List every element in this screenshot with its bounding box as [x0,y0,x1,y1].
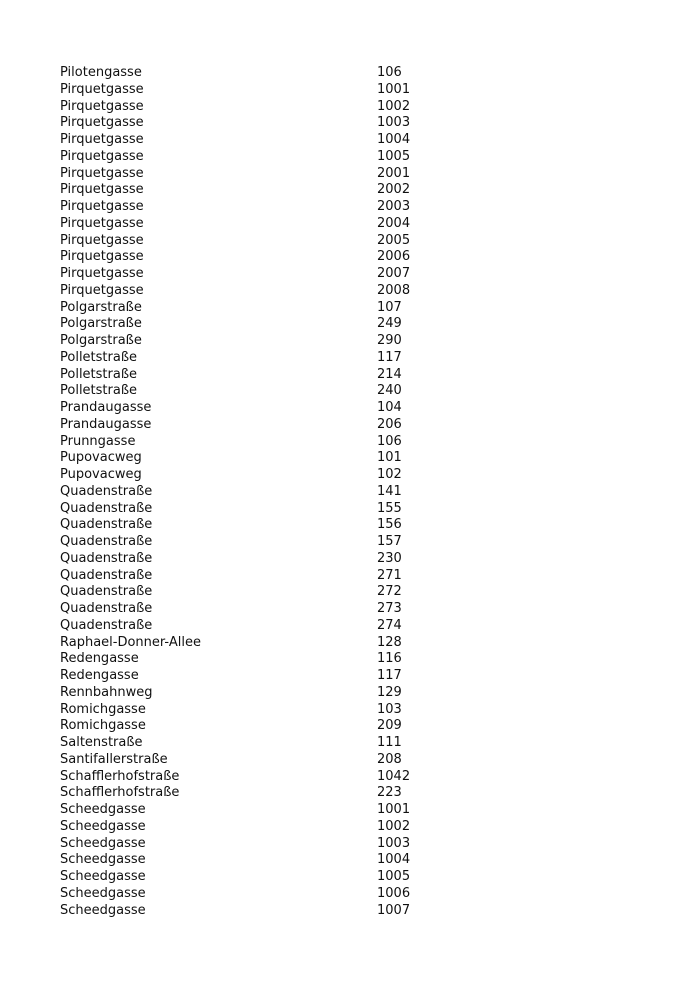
table-row [60,534,440,551]
street-name-cell: Rennbahnweg [60,684,153,700]
street-name-cell: Redengasse [60,651,139,667]
number-cell: 106 [377,65,402,80]
street-name-cell: Pirquetgasse [60,81,144,97]
street-name-cell: Scheedgasse [60,802,146,817]
number-cell: 274 [377,617,402,633]
table-row [60,233,440,250]
table-row [60,266,440,283]
street-name-cell: Quadenstraße [60,534,153,549]
street-name-cell: Pirquetgasse [60,249,144,265]
street-name-cell: Pirquetgasse [60,132,144,147]
number-cell: 2001 [377,165,411,181]
number-cell: 2003 [377,199,411,214]
table-row [60,785,440,802]
table-row [60,115,440,132]
number-cell: 1001 [377,81,411,97]
street-name-cell: Pupovacweg [60,467,142,482]
table-row [60,869,440,886]
number-cell: 129 [377,684,402,700]
number-cell: 1007 [377,902,411,918]
number-cell: 271 [377,567,402,583]
table-row [60,467,440,484]
number-cell: 2006 [377,249,411,265]
street-name-cell: Pirquetgasse [60,115,144,131]
street-name-cell: Polletstraße [60,366,138,382]
table-row [60,802,440,819]
street-name-cell: Scheedgasse [60,835,146,851]
table-row [60,484,440,501]
street-name-cell: Quadenstraße [60,517,153,533]
table-row [60,551,440,568]
table-row [60,434,440,451]
street-name-cell: Scheedgasse [60,869,146,884]
table-row [60,685,440,702]
number-cell: 2005 [377,232,411,248]
number-cell: 1004 [377,132,411,147]
table-row [60,367,440,384]
street-name-cell: Pirquetgasse [60,98,144,114]
table-row [60,182,440,199]
street-name-cell: Quadenstraße [60,617,153,633]
number-cell: 117 [377,668,402,683]
table-row [60,400,440,417]
street-name-cell: Pirquetgasse [60,232,144,248]
table-row [60,383,440,400]
street-name-cell: Scheedgasse [60,852,146,868]
table-row [60,718,440,735]
street-name-cell: Pupovacweg [60,450,142,466]
street-name-cell: Santifallerstraße [60,751,168,767]
number-cell: 206 [377,416,402,432]
table-row [60,702,440,719]
street-name-cell: Polletstraße [60,383,138,399]
table-row [60,601,440,618]
street-name-cell: Scheedgasse [60,902,146,918]
number-cell: 1002 [377,98,411,114]
table-row [60,350,440,367]
street-name-cell: Quadenstraße [60,483,153,499]
street-name-cell: Romichgasse [60,701,146,717]
number-cell: 2002 [377,182,411,198]
number-cell: 106 [377,433,402,449]
street-name-cell: Quadenstraße [60,567,153,583]
table-row [60,283,440,300]
table-row [60,836,440,853]
number-cell: 1003 [377,115,411,131]
street-name-cell: Saltenstraße [60,735,143,750]
table-row [60,584,440,601]
street-name-cell: Schafflerhofstraße [60,785,180,801]
number-cell: 156 [377,517,402,533]
table-row [60,668,440,685]
table-row [60,635,440,652]
number-cell: 141 [377,483,402,499]
street-name-cell: Pirquetgasse [60,182,144,198]
number-cell: 102 [377,467,402,482]
number-cell: 272 [377,584,402,600]
street-name-cell: Polgarstraße [60,333,142,348]
table-row [60,132,440,149]
table-row [60,651,440,668]
table-row [60,852,440,869]
number-cell: 104 [377,400,402,415]
street-name-cell: Pirquetgasse [60,148,144,164]
table-row [60,517,440,534]
table-row [60,735,440,752]
number-cell: 116 [377,651,402,667]
table-row [60,501,440,518]
street-name-cell: Pirquetgasse [60,282,144,298]
street-name-cell: Polgarstraße [60,299,142,315]
street-name-cell: Romichgasse [60,718,146,734]
address-table [60,65,440,919]
street-name-cell: Raphael-Donner-Allee [60,634,201,650]
table-row [60,819,440,836]
number-cell: 1005 [377,869,411,884]
table-row [60,886,440,903]
street-name-cell: Polgarstraße [60,316,142,332]
street-name-cell: Scheedgasse [60,885,146,901]
table-row [60,82,440,99]
number-cell: 117 [377,349,402,365]
number-cell: 103 [377,701,402,717]
number-cell: 1042 [377,768,411,784]
table-row [60,450,440,467]
number-cell: 230 [377,550,402,566]
number-cell: 223 [377,785,402,801]
street-name-cell: Pilotengasse [60,65,142,80]
street-name-cell: Redengasse [60,668,139,683]
table-row [60,199,440,216]
number-cell: 2007 [377,266,411,281]
number-cell: 1006 [377,885,411,901]
number-cell: 1002 [377,818,411,834]
street-name-cell: Pirquetgasse [60,215,144,231]
table-row [60,166,440,183]
street-name-cell: Pirquetgasse [60,266,144,281]
table-row [60,568,440,585]
table-row [60,316,440,333]
street-name-cell: Prandaugasse [60,416,152,432]
number-cell: 155 [377,500,402,516]
number-cell: 2004 [377,215,411,231]
table-row [60,65,440,82]
number-cell: 249 [377,316,402,332]
street-name-cell: Pirquetgasse [60,199,144,214]
number-cell: 107 [377,299,402,315]
street-name-cell: Pirquetgasse [60,165,144,181]
number-cell: 273 [377,601,402,616]
table-row [60,249,440,266]
table-row [60,903,440,920]
number-cell: 128 [377,634,402,650]
street-name-cell: Quadenstraße [60,550,153,566]
table-row [60,300,440,317]
number-cell: 111 [377,735,402,750]
number-cell: 240 [377,383,402,399]
number-cell: 290 [377,333,402,348]
street-name-cell: Polletstraße [60,349,138,365]
number-cell: 157 [377,534,402,549]
street-name-cell: Quadenstraße [60,584,153,600]
table-row [60,618,440,635]
number-cell: 101 [377,450,402,466]
street-name-cell: Prandaugasse [60,400,152,415]
table-row [60,417,440,434]
street-name-cell: Scheedgasse [60,818,146,834]
number-cell: 209 [377,718,402,734]
street-name-cell: Schafflerhofstraße [60,768,180,784]
street-name-cell: Prunngasse [60,433,136,449]
number-cell: 2008 [377,282,411,298]
street-name-cell: Quadenstraße [60,500,153,516]
number-cell: 1001 [377,802,411,817]
table-row [60,149,440,166]
table-row [60,333,440,350]
table-row [60,99,440,116]
number-cell: 214 [377,366,402,382]
number-cell: 208 [377,751,402,767]
table-row [60,216,440,233]
table-row [60,752,440,769]
number-cell: 1005 [377,148,411,164]
table-row [60,769,440,786]
street-name-cell: Quadenstraße [60,601,153,616]
number-cell: 1004 [377,852,411,868]
number-cell: 1003 [377,835,411,851]
